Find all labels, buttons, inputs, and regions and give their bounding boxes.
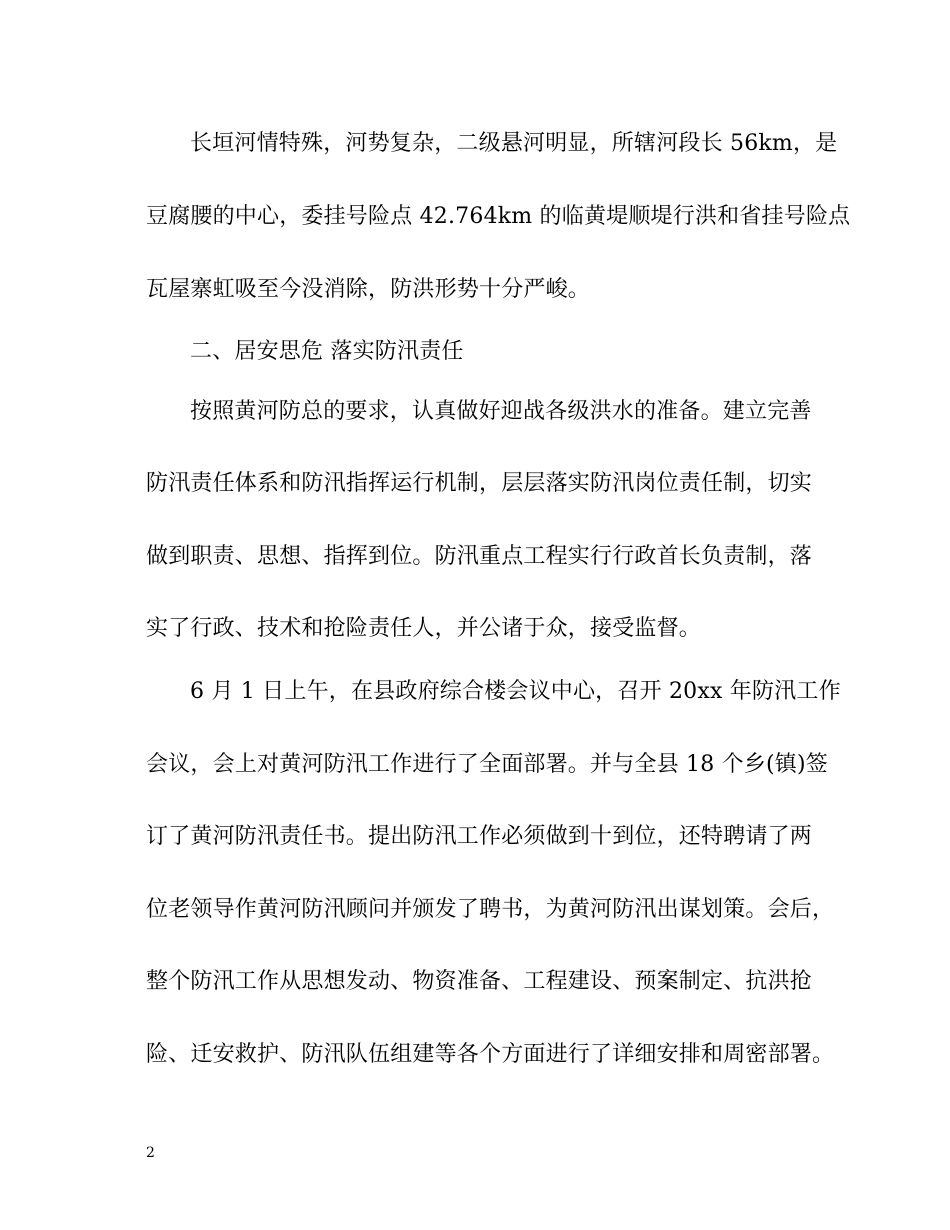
paragraph-3-line-4: 位老领导作黄河防汛顾问并颁发了聘书，为黄河防汛出谋划策。会后， [146, 897, 835, 922]
paragraph-2-line-3: 做到职责、思想、指挥到位。防汛重点工程实行行政首长负责制，落 [146, 544, 813, 569]
paragraph-2-line-1: 按照黄河防总的要求，认真做好迎战各级洪水的准备。建立完善 [190, 399, 812, 424]
paragraph-3-line-1: 6 月 1 日上午，在县政府综合楼会议中心，召开 20xx 年防汛工作 [190, 679, 841, 704]
paragraph-2-line-2: 防汛责任体系和防汛指挥运行机制，层层落实防汛岗位责任制，切实 [146, 471, 813, 496]
paragraph-3-line-5: 整个防汛工作从思想发动、物资准备、工程建设、预案制定、抗洪抢 [146, 969, 813, 994]
paragraph-1-line-2: 豆腐腰的中心，委挂号险点 42.764km 的临黄堤顺堤行洪和省挂号险点 [146, 204, 851, 229]
page-number: 2 [146, 1145, 155, 1161]
section-heading: 二、居安思危 落实防汛责任 [190, 339, 464, 364]
paragraph-3-line-2: 会议，会上对黄河防汛工作进行了全面部署。并与全县 18 个乡(镇)签 [146, 752, 828, 777]
paragraph-2-line-4: 实了行政、技术和抢险责任人，并公诸于众，接受监督。 [146, 616, 702, 641]
paragraph-3-line-3: 订了黄河防汛责任书。提出防汛工作必须做到十到位，还特聘请了两 [146, 824, 813, 849]
paragraph-3-line-6: 险、迁安救护、防汛队伍组建等各个方面进行了详细安排和周密部署。 [146, 1042, 835, 1067]
paragraph-1-line-1: 长垣河情特殊，河势复杂，二级悬河明显，所辖河段长 56km，是 [190, 131, 838, 156]
paragraph-1-line-3: 瓦屋寨虹吸至今没消除，防洪形势十分严峻。 [146, 277, 591, 302]
